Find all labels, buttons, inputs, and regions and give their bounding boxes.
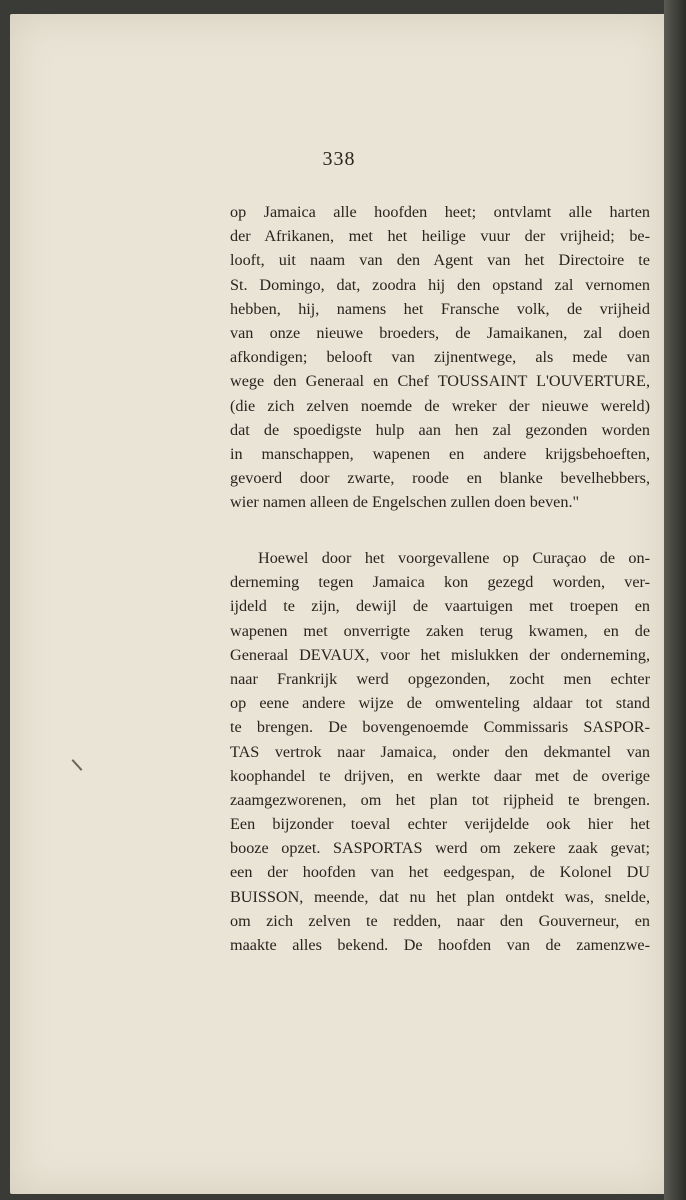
text-line: dat de spoedigste hulp aan hen zal gezonden worden (230, 420, 650, 439)
text-line: hebben, hij, namens het Fransche volk, de vrijheid (230, 299, 650, 318)
text-line: in manschappen, wapenen en andere krijgsbehoeften, (230, 444, 650, 463)
text-line: naar Frankrijk werd opgezonden, zocht men echter (230, 669, 650, 688)
text-line: om zich zelven te redden, naar den Gouverneur, en (230, 911, 650, 930)
margin-pencil-mark (72, 759, 83, 771)
text-line: op eene andere wijze de omwenteling aldaar tot stand (230, 694, 650, 713)
text-line: maakte alles bekend. De hoofden van de zamenzwe- (230, 936, 650, 954)
text-line: (die zich zelven noemde de wreker der nieuwe wereld) (230, 396, 650, 415)
book-spine-edge (664, 0, 686, 1200)
text-line: een der hoofden van het eedgespan, de Kolonel DU (230, 863, 650, 882)
text-line: St. Domingo, dat, zoodra hij den opstand zal vernomen (230, 275, 650, 294)
text-line: Een bijzonder toeval echter verijdelde ook hier het (230, 815, 650, 834)
text-line: booze opzet. SASPORTAS werd om zekere zaak gevat; (230, 839, 650, 858)
text-line: ijdeld te zijn, dewijl de vaartuigen met troepen en (230, 597, 650, 616)
text-line: gevoerd door zwarte, roode en blanke bevelhebbers, (230, 469, 650, 488)
text-line: wier namen alleen de Engelschen zullen doen beven." (230, 493, 580, 512)
text-line: wapenen met onverrigte zaken terug kwamen, en de (230, 621, 650, 640)
paragraph-2 (230, 546, 650, 957)
text-line: van onze nieuwe broeders, de Jamaikanen, zal doen (230, 323, 650, 342)
page-number: 338 (322, 148, 356, 170)
text-line: zaamgezworenen, om het plan tot rijpheid te brengen. (230, 790, 650, 809)
text-line: TAS vertrok naar Jamaica, onder den dekmantel van (230, 742, 650, 761)
text-line: BUISSON, meende, dat nu het plan ontdekt was, snelde, (230, 887, 650, 906)
text-line: derneming tegen Jamaica kon gezegd worden, ver- (230, 573, 650, 592)
text-line: koophandel te drijven, en werkte daar met de overige (230, 766, 650, 785)
text-line: Generaal DEVAUX, voor het mislukken der onderneming, (230, 645, 650, 664)
text-line: op Jamaica alle hoofden heet; ontvlamt alle harten (230, 203, 650, 221)
text-line: Hoewel door het voorgevallene op Curaçao de on- (258, 549, 650, 567)
text-line: looft, uit naam van den Agent van het Directoire te (230, 251, 650, 270)
book-page (10, 14, 668, 1194)
text-line: afkondigen; belooft van zijnentwege, als mede van (230, 348, 650, 367)
text-line: der Afrikanen, met het heilige vuur der vrijheid; be- (230, 227, 650, 246)
paragraph-1 (230, 200, 650, 514)
text-line: wege den Generaal en Chef TOUSSAINT L'OUVERTURE, (230, 372, 650, 391)
text-line: te brengen. De bovengenoemde Commissaris SASPOR- (230, 718, 650, 737)
